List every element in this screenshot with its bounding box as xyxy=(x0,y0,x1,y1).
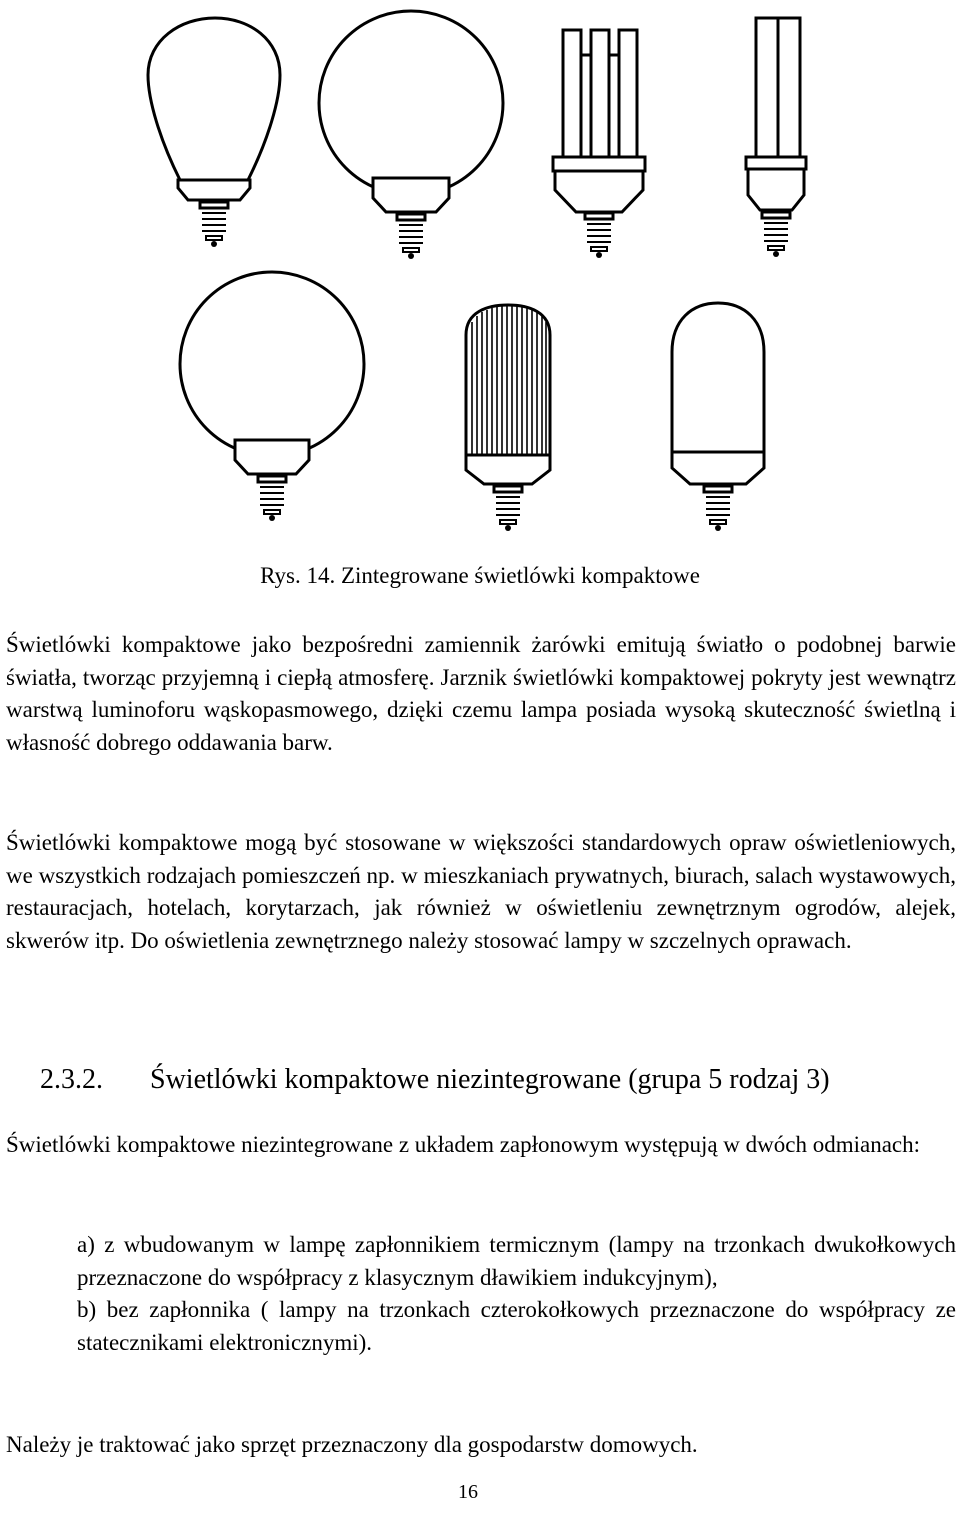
paragraph-2: Świetlówki kompaktowe mogą być stosowane w większości standardowych opraw oświetleniowych, we wszystkich rodzajach pomieszczeń np. w mieszkaniach prywatnych, biurach, salach wystawowych, restauracjach, hotelach, korytarzach, jak również w oświetleniu zewnętrznym ogrodów, alejek, skwerów itp. Do oświetlenia zewnętrznego należy stosować lampy w szczelnych oprawach. xyxy=(6,830,956,954)
list-item: a) z wbudowanym w lampę zapłonnikiem termicznym (lampy na trzonkach dwukołkowych przeznaczone do współpracy z klasycznym dławikiem indukcyjnym), xyxy=(77,1232,956,1290)
bulb-ribbed-cylinder-icon xyxy=(466,305,550,531)
section-title: Świetlówki kompaktowe niezintegrowane (grupa 5 rodzaj 3) xyxy=(150,1064,830,1095)
paragraph-4: Należy je traktować jako sprzęt przeznaczony dla gospodarstw domowych. xyxy=(6,1432,698,1457)
bulb-capsule-icon xyxy=(672,303,764,531)
page-number: 16 xyxy=(458,1481,478,1503)
bulb-double-tube-icon xyxy=(746,18,806,257)
bulb-triple-tube-icon xyxy=(553,30,645,258)
paragraph-1: Świetlówki kompaktowe jako bezpośredni zamiennik żarówki emitują światło o podobnej barwie światła, tworząc przyjemną i ciepłą atmosferę. Jarznik świetlówki kompaktowej pokryty jest wewnątrz warstwą luminoforu wąskopasmowego, dzięki czemu lampa posiada wysoką skuteczność świetlną i własność dobrego oddawania barw. xyxy=(6,632,956,756)
bulbs-figure xyxy=(0,0,960,540)
bulb-a-shape-icon xyxy=(148,18,280,247)
bulb-globe-icon xyxy=(319,11,503,259)
section-heading xyxy=(40,1062,830,1098)
figure-caption: Rys. 14. Zintegrowane świetlówki kompaktowe xyxy=(260,563,700,588)
bulb-globe-large-icon xyxy=(180,272,364,521)
list-item: b) bez zapłonnika ( lampy na trzonkach czterokołkowych przeznaczone do współpracy ze statecznikami elektronicznymi). xyxy=(77,1297,956,1356)
paragraph-3: Świetlówki kompaktowe niezintegrowane z układem zapłonowym występują w dwóch odmianach: xyxy=(6,1132,921,1157)
variant-list xyxy=(77,1229,956,1360)
section-number: 2.3.2. xyxy=(40,1064,103,1095)
